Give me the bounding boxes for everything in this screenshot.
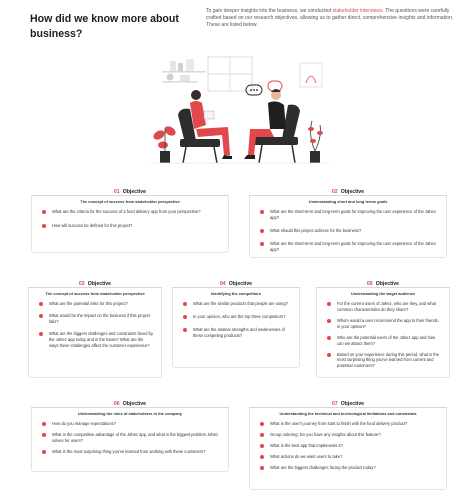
header-divider — [249, 195, 447, 196]
header-divider — [31, 195, 229, 196]
header-divider — [249, 407, 447, 408]
interviewee-figure — [244, 89, 300, 163]
question-item — [327, 301, 441, 313]
objective-label: Objective — [340, 401, 365, 407]
intro-text-end: The questions were carefully crafted based on our research objectives, allowing us to gather direct, comprehensive insights and information. These are listed below. — [206, 8, 454, 29]
objective-card-01 — [31, 178, 229, 253]
objective-number: 02 — [331, 189, 338, 195]
objective-subtitle: Identifying the competitors — [211, 291, 261, 296]
objective-subtitle: Understanding short and long terms goals — [308, 199, 388, 204]
question-item — [260, 241, 438, 253]
question-item — [183, 314, 291, 320]
bullet-dot-icon — [39, 314, 43, 318]
bullet-dot-icon — [183, 302, 187, 306]
objective-header — [316, 270, 450, 296]
objective-subtitle: Understanding the target audience — [350, 291, 416, 296]
objective-card-05 — [316, 270, 450, 378]
question-text: What is the best app that implements it? — [270, 442, 343, 448]
bullet-dot-icon — [39, 332, 43, 336]
objective-header — [172, 270, 300, 296]
objective-subtitle: Understanding the roles of stakeholders in the company — [77, 411, 183, 416]
question-item — [260, 443, 438, 449]
question-text: Group ordering: Do you have any insights about this feature? — [270, 431, 381, 437]
objective-subtitle: The concept of success from stakeholder perspective — [80, 199, 180, 204]
plant-right — [308, 121, 323, 163]
question-text: How will success be defined for this project? — [52, 222, 133, 228]
question-item — [260, 454, 438, 460]
question-text: What are the relative strengths and weaknesses of these competing products? — [193, 326, 285, 338]
question-text: What would be the impact on the business if this project fails? — [49, 312, 151, 324]
bullet-dot-icon — [327, 319, 331, 323]
question-item — [39, 331, 153, 349]
bullet-dot-icon — [327, 302, 331, 306]
objective-card-06 — [31, 390, 229, 472]
question-text: What is the competitive advantage of the Jahez app, and what is the biggest problem Jahez solves for users? — [52, 431, 219, 443]
objective-card-02 — [249, 178, 447, 258]
objective-label: Objective — [340, 189, 365, 195]
bullet-dot-icon — [183, 328, 187, 332]
objective-label: Objective — [375, 281, 400, 287]
frame-plant — [306, 76, 316, 83]
header-divider — [172, 287, 300, 288]
window-frame — [208, 57, 252, 91]
question-item — [183, 327, 291, 339]
question-item — [39, 313, 153, 325]
objective-number: 07 — [331, 401, 338, 407]
bullet-dot-icon — [260, 433, 264, 437]
question-text: Who are the potential users of the Jahez app and how can we attract them? — [337, 334, 436, 346]
question-list — [327, 295, 441, 369]
question-text: In your opinion, who are the top three competitors? — [193, 313, 286, 319]
bullet-dot-icon — [260, 455, 264, 459]
question-text: For the current users of Jahez, who are they, and what common characteristics do they share? — [337, 301, 436, 312]
objective-label: Objective — [87, 281, 112, 287]
objective-header — [249, 390, 447, 416]
objective-card-07 — [249, 390, 447, 490]
question-item — [42, 209, 220, 215]
interviewer-figure — [178, 90, 232, 163]
question-item — [260, 432, 438, 438]
interview-illustration — [150, 55, 330, 167]
question-list — [260, 203, 438, 253]
header-divider — [28, 287, 162, 288]
bullet-dot-icon — [42, 224, 46, 228]
question-text: What is the user's journey from start to finish with the food delivery product? — [270, 421, 408, 426]
objective-number: 01 — [113, 189, 120, 195]
question-list — [260, 415, 438, 471]
page-title: How did we know more about business? — [30, 13, 179, 41]
question-item — [42, 432, 220, 444]
intro-text-start: To gain deeper insights into the business, we conducted — [206, 8, 333, 14]
question-item — [183, 301, 291, 307]
question-text: Whom would a user recommend the app to their friends, in your opinion? — [337, 317, 439, 329]
objective-label: Objective — [122, 189, 147, 195]
intro-paragraph — [206, 8, 454, 29]
bullet-dot-icon — [327, 353, 331, 357]
objective-number: 04 — [219, 281, 226, 287]
question-list — [39, 295, 153, 349]
header-divider — [31, 407, 229, 408]
objective-subtitle: The concept of success from stakeholder perspective — [45, 291, 145, 296]
bullet-dot-icon — [183, 315, 187, 319]
question-item — [42, 223, 220, 229]
question-list — [183, 295, 291, 339]
objective-label: Objective — [122, 401, 147, 407]
objective-header — [28, 270, 162, 296]
question-item — [260, 228, 438, 234]
question-text: What are the short-term and long-term goals for improving the user experience of the Jahez app? — [270, 240, 436, 252]
question-item — [260, 421, 438, 427]
question-list — [42, 415, 220, 455]
question-item — [42, 449, 220, 455]
objective-label: Objective — [228, 281, 253, 287]
bullet-dot-icon — [260, 210, 264, 214]
question-item — [327, 352, 441, 370]
bullet-dot-icon — [42, 433, 46, 437]
objective-number: 05 — [366, 281, 373, 287]
objective-number: 03 — [78, 281, 85, 287]
header-divider — [316, 287, 450, 288]
objective-card-04 — [172, 270, 300, 368]
objective-header — [31, 178, 229, 204]
question-list — [42, 203, 220, 229]
bullet-dot-icon — [260, 229, 264, 233]
wall-frame — [300, 63, 322, 87]
question-text: Based on your experience during this period, what is the most surprising thing you've learned from current and potential customers? — [337, 351, 439, 369]
question-text: What are the potential risks for this project? — [49, 301, 128, 306]
question-item — [39, 301, 153, 307]
bullet-dot-icon — [42, 210, 46, 214]
objective-number: 06 — [113, 401, 120, 407]
bullet-dot-icon — [260, 466, 264, 470]
question-text: What should this project achieve for the business? — [270, 227, 362, 233]
question-text: What are the similar products that people are using? — [193, 301, 288, 306]
wall-shelves — [162, 59, 206, 83]
bullet-dot-icon — [260, 444, 264, 448]
objective-card-03 — [28, 270, 162, 378]
question-item — [42, 421, 220, 427]
plant-left — [152, 125, 177, 163]
bullet-dot-icon — [260, 242, 264, 246]
question-text: What are the biggest challenges facing the product today? — [270, 464, 376, 470]
bullet-dot-icon — [260, 422, 264, 426]
question-item — [327, 335, 441, 347]
question-item — [260, 465, 438, 471]
question-text: What are the short-term and long-term goals for improving the user experience of the Jahez app? — [270, 209, 436, 220]
question-text: What actions do we want users to take? — [270, 453, 343, 459]
question-text: How do you manage expectations? — [52, 421, 116, 426]
question-item — [260, 209, 438, 221]
objective-header — [31, 390, 229, 416]
objective-subtitle: Understanding the technical and technological limitations and constraints — [279, 411, 417, 416]
question-text: What is the most surprising thing you've learned from working with these customers? — [52, 448, 206, 454]
objective-header — [249, 178, 447, 204]
intro-highlight: stakeholder interviews. — [332, 8, 384, 14]
bullet-dot-icon — [42, 422, 46, 426]
bullet-dot-icon — [42, 450, 46, 454]
bullet-dot-icon — [327, 336, 331, 340]
question-item — [327, 318, 441, 330]
bullet-dot-icon — [39, 302, 43, 306]
question-text: What are the biggest challenges and constraints faced by the Jahez app today and in the future? What are the ways these challenges affect the customer experience? — [49, 330, 153, 348]
speech-bubble-icon — [246, 85, 262, 95]
question-text: What are the criteria for the success of a food delivery app from your perspective? — [52, 209, 201, 214]
